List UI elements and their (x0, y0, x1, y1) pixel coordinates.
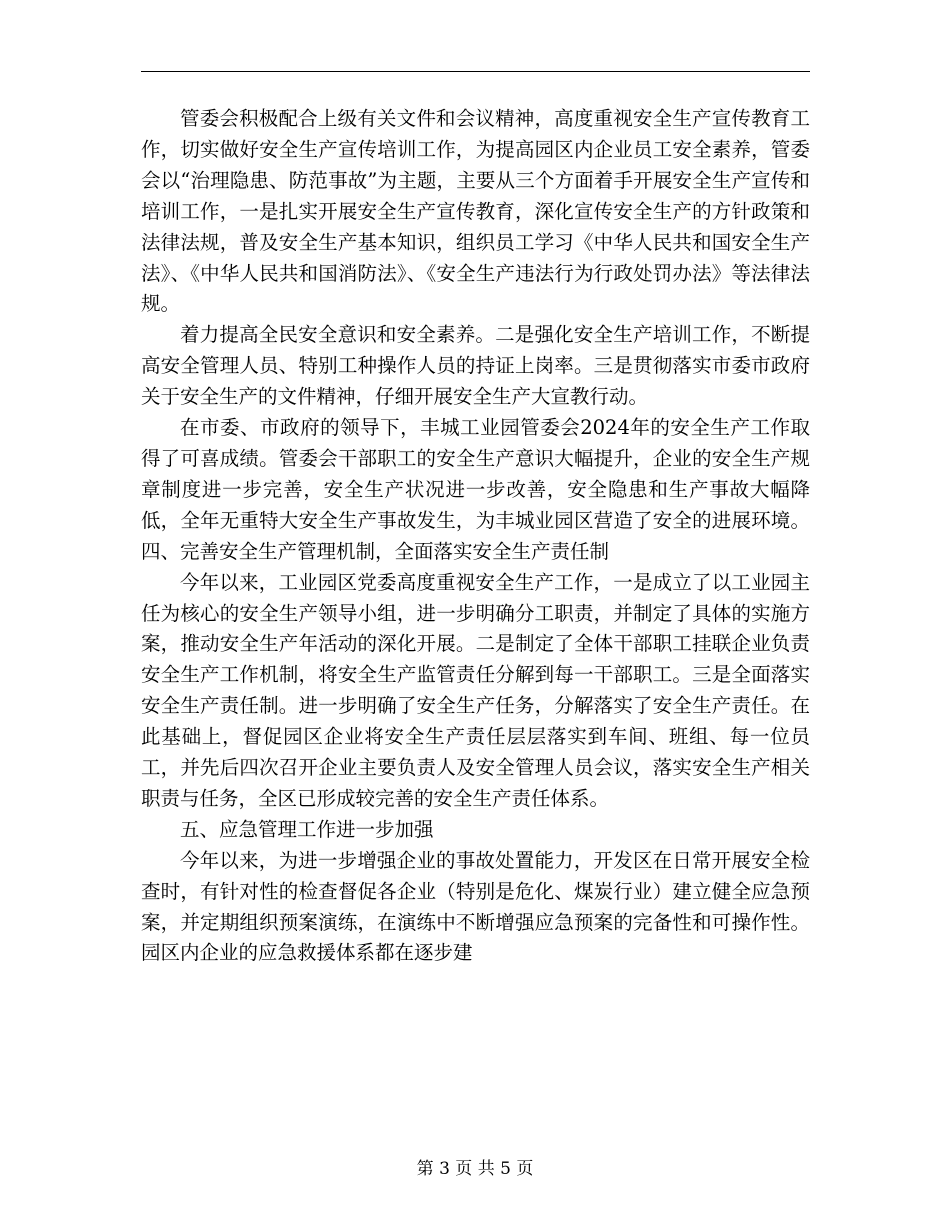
section-heading: 五、应急管理工作进一步加强 (180, 817, 434, 841)
paragraph: 管委会积极配合上级有关文件和会议精神，高度重视安全生产宣传教育工作，切实做好安全生产宣传培训工作，为提高园区内企业员工安全素养，管委会以“治理隐患、防范事故”为主题，主要从三个方面着手开展安全生产宣传和培训工作，一是扎实开展安全生产宣传教育，深化宣传安全生产的方针政策和法律法规，普及安全生产基本知识，组织员工学习《中华人民共和国安全生产法》、《中华人民共和国消防法》、《安全生产违法行为行政处罚办法》等法律法规。 (141, 107, 810, 316)
document-body (141, 104, 810, 969)
paragraph: 今年以来，为进一步增强企业的事故处置能力，开发区在日常开展安全检查时，有针对性的检查督促各企业（特别是危化、煤炭行业）建立健全应急预案，并定期组织预案演练，在演练中不断增强应急预案的完备性和可操作性。园区内企业的应急救援体系都在逐步建 (141, 848, 810, 965)
paragraph: 在市委、市政府的领导下，丰城工业园管委会2024年的安全生产工作取得了可喜成绩。管委会干部职工的安全生产意识大幅提升，企业的安全生产规章制度进一步完善，安全生产状况进一步改善，安全隐患和生产事故大幅降低，全年无重特大安全生产事故发生，为丰城业园区营造了安全的进展环境。四、完善安全生产管理机制，全面落实安全生产责任制 (141, 416, 810, 563)
paragraph: 今年以来，工业园区党委高度重视安全生产工作，一是成立了以工业园主任为核心的安全生产领导小组，进一步明确分工职责，并制定了具体的实施方案，推动安全生产年活动的深化开展。二是制定了全体干部职工挂联企业负责安全生产工作机制，将安全生产监管责任分解到每一干部职工。三是全面落实安全生产责任制。进一步明确了安全生产任务，分解落实了安全生产责任。在此基础上，督促园区企业将安全生产责任层层落实到车间、班组、每一位员工，并先后四次召开企业主要负责人及安全管理人员会议，落实安全生产相关职责与任务，全区已形成较完善的安全生产责任体系。 (141, 570, 810, 810)
page-number: 第 3 页 共 5 页 (416, 1159, 534, 1179)
paragraph: 着力提高全民安全意识和安全素养。二是强化安全生产培训工作，不断提高安全管理人员、特别工种操作人员的持证上岗率。三是贯彻落实市委市政府关于安全生产的文件精神，仔细开展安全生产大宣教行动。 (141, 323, 810, 409)
header-rule (141, 71, 810, 72)
